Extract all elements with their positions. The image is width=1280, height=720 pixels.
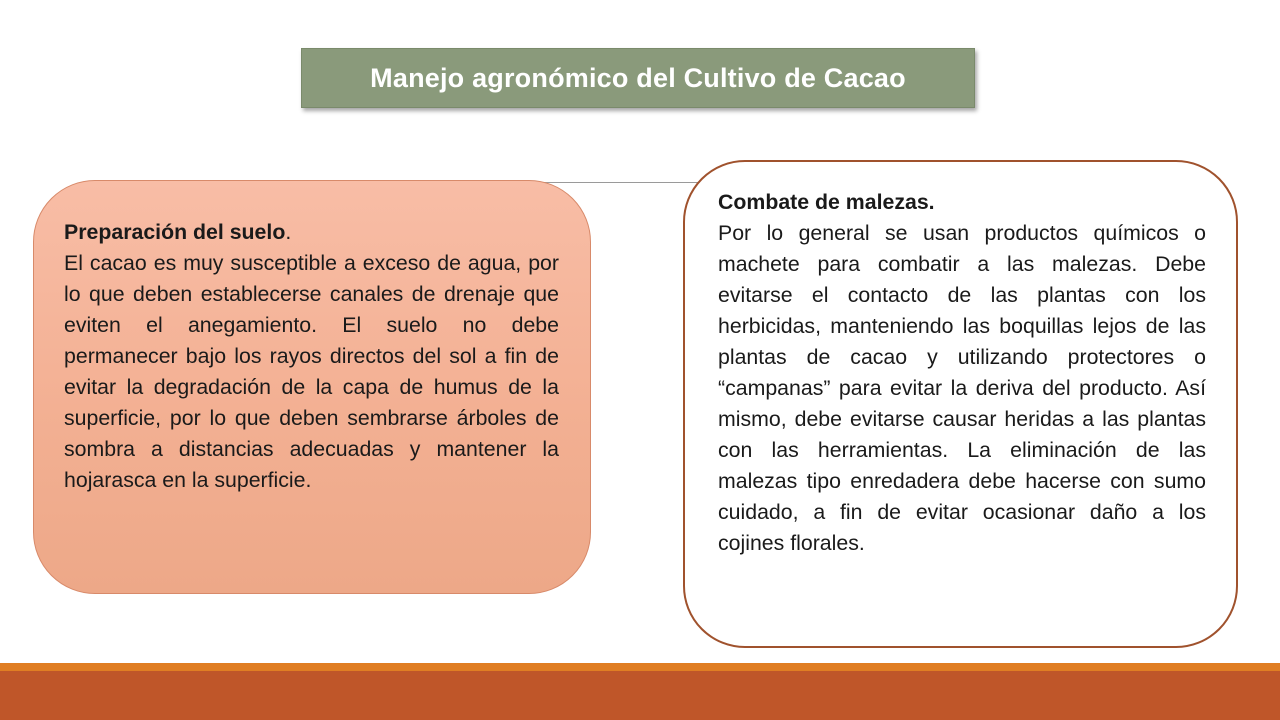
title-banner	[301, 48, 975, 108]
soil-preparation-heading-suffix: .	[285, 220, 292, 244]
weed-control-body: Por lo general se usan productos químicos o machete para combatir a las malezas. Debe evitarse el contacto de las plantas con los herbicidas, manteniendo las boquillas lejos de las plantas de cacao y utilizando protectores o “campanas” para evitar la deriva del producto. Así mismo, debe evitarse causar heridas a las plantas con las herramientas. La eliminación de las malezas tipo enredadera debe hacerse con sumo cuidado, a fin de evitar ocasionar daño a los cojines florales.	[718, 221, 1206, 555]
weed-control-card	[683, 160, 1238, 648]
slide-title: Manejo agronómico del Cultivo de Cacao	[370, 62, 906, 93]
soil-preparation-body: El cacao es muy susceptible a exceso de agua, por lo que deben establecerse canales de drenaje que eviten el anegamiento. El suelo no debe permanecer bajo los rayos directos del sol a fin de evitar la degradación de la capa de humus de la superficie, por lo que deben sembrarse árboles de sombra a distancias adecuadas y mantener la hojarasca en la superficie.	[64, 251, 559, 492]
soil-preparation-card	[33, 180, 591, 594]
soil-preparation-heading: Preparación del suelo	[64, 220, 286, 244]
connector-line	[540, 182, 710, 183]
footer-band-accent	[0, 663, 1280, 671]
weed-control-heading: Combate de malezas.	[718, 190, 935, 214]
footer-band	[0, 671, 1280, 720]
